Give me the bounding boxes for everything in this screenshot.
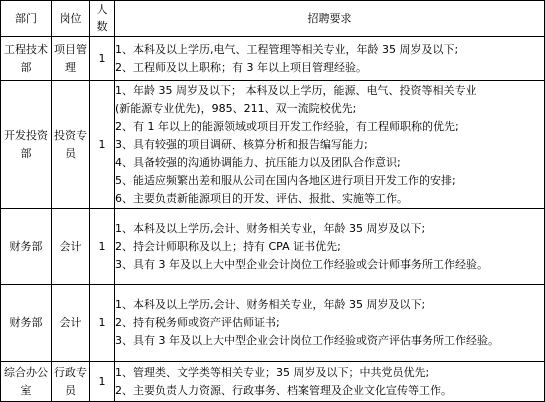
requirement-line: 3、具有 3 年及以上大中型企业会计岗位工作经验或资产评估事务所工作经验。 — [115, 334, 499, 347]
requirements-cell — [115, 37, 545, 81]
requirements-cell — [115, 209, 545, 285]
position-text: 会计 — [59, 239, 82, 253]
requirement-line: 3、具有 3 年及以上大中型企业会计岗位工作经验或会计师事务所工作经验。 — [115, 257, 488, 271]
requirement-line: 3、具有较强的项目调研、核算分析和报告编写能力; — [115, 137, 368, 151]
table-row — [1, 81, 545, 209]
requirement-line: 5、能适应频繁出差和服从公司在国内各地区进行项目开发工作的安排; — [115, 173, 456, 187]
count-cell: 1 — [90, 37, 115, 81]
requirement-line: 2、持会计师职称及以上；持有 CPA 证书优先; — [115, 239, 341, 253]
position-text: 投资专员 — [54, 128, 87, 160]
dept-cell — [1, 37, 52, 81]
count-cell: 1 — [90, 209, 115, 285]
table-row — [1, 37, 545, 81]
header-count — [90, 1, 115, 37]
header-count-text: 人数 — [96, 3, 108, 33]
table-row — [1, 285, 545, 362]
header-dept: 部门 — [1, 1, 52, 37]
count-cell: 1 — [90, 285, 115, 362]
requirements-cell — [115, 362, 545, 402]
dept-text: 财务部 — [9, 239, 43, 253]
requirement-line: 2、有 1 年以上的能源领域或项目开发工作经验，有工程师职称的优先; — [115, 119, 459, 133]
header-row — [1, 1, 545, 37]
dept-cell — [1, 285, 52, 362]
requirement-line: 6、主要负责新能源项目的开发、评估、报批、实施等工作。 — [115, 191, 408, 205]
dept-text: 财务部 — [9, 316, 43, 329]
header-position: 岗位 — [52, 1, 90, 37]
position-cell — [52, 285, 90, 362]
requirement-line: 1、管理类、文学类等相关专业；35 周岁及以下；中共党员优先; — [115, 365, 430, 379]
requirement-line: 1、年龄 35 周岁及以下； 本科及以上学历，能源、电气、投资等相关专业 — [115, 83, 477, 97]
dept-text: 综合办公室 — [4, 365, 48, 397]
position-cell — [52, 81, 90, 209]
position-cell — [52, 209, 90, 285]
requirement-line: 2、主要负责人力资源、行政事务、档案管理及企业文化宣传等工作。 — [115, 383, 452, 397]
dept-cell — [1, 81, 52, 209]
requirement-line: 1、本科及以上学历,电气、工程管理等相关专业，年龄 35 周岁及以下; — [115, 42, 459, 56]
requirements-cell — [115, 81, 545, 209]
requirement-line: 2、持有税务师或资产评估师证书; — [115, 316, 280, 329]
requirement-line: 1、本科及以上学历,会计、财务相关专业，年龄 35 周岁及以下; — [115, 221, 426, 235]
position-text: 会计 — [59, 316, 82, 329]
position-text: 项目管理 — [54, 42, 87, 74]
dept-cell — [1, 362, 52, 402]
count-cell: 1 — [90, 362, 115, 402]
requirement-line: 1、本科及以上学历,会计、财务相关专业，年龄 35 周岁及以下; — [115, 298, 426, 311]
table-row — [1, 209, 545, 285]
requirement-line: 2、工程师及以上职称；有 3 年以上项目管理经验。 — [115, 60, 367, 74]
position-cell — [52, 37, 90, 81]
header-requirements: 招聘要求 — [115, 1, 545, 37]
table-row — [1, 362, 545, 402]
position-text: 行政专员 — [54, 365, 87, 397]
requirement-line: (新能源专业优先)，985、211、双一流院校优先; — [115, 101, 357, 115]
requirements-cell — [115, 285, 545, 362]
position-cell — [52, 362, 90, 402]
dept-cell — [1, 209, 52, 285]
dept-text: 工程技术部 — [4, 42, 48, 74]
requirement-line: 4、具备较强的沟通协调能力、抗压能力以及团队合作意识; — [115, 155, 401, 169]
dept-text: 开发投资部 — [4, 128, 48, 160]
count-cell: 1 — [90, 81, 115, 209]
